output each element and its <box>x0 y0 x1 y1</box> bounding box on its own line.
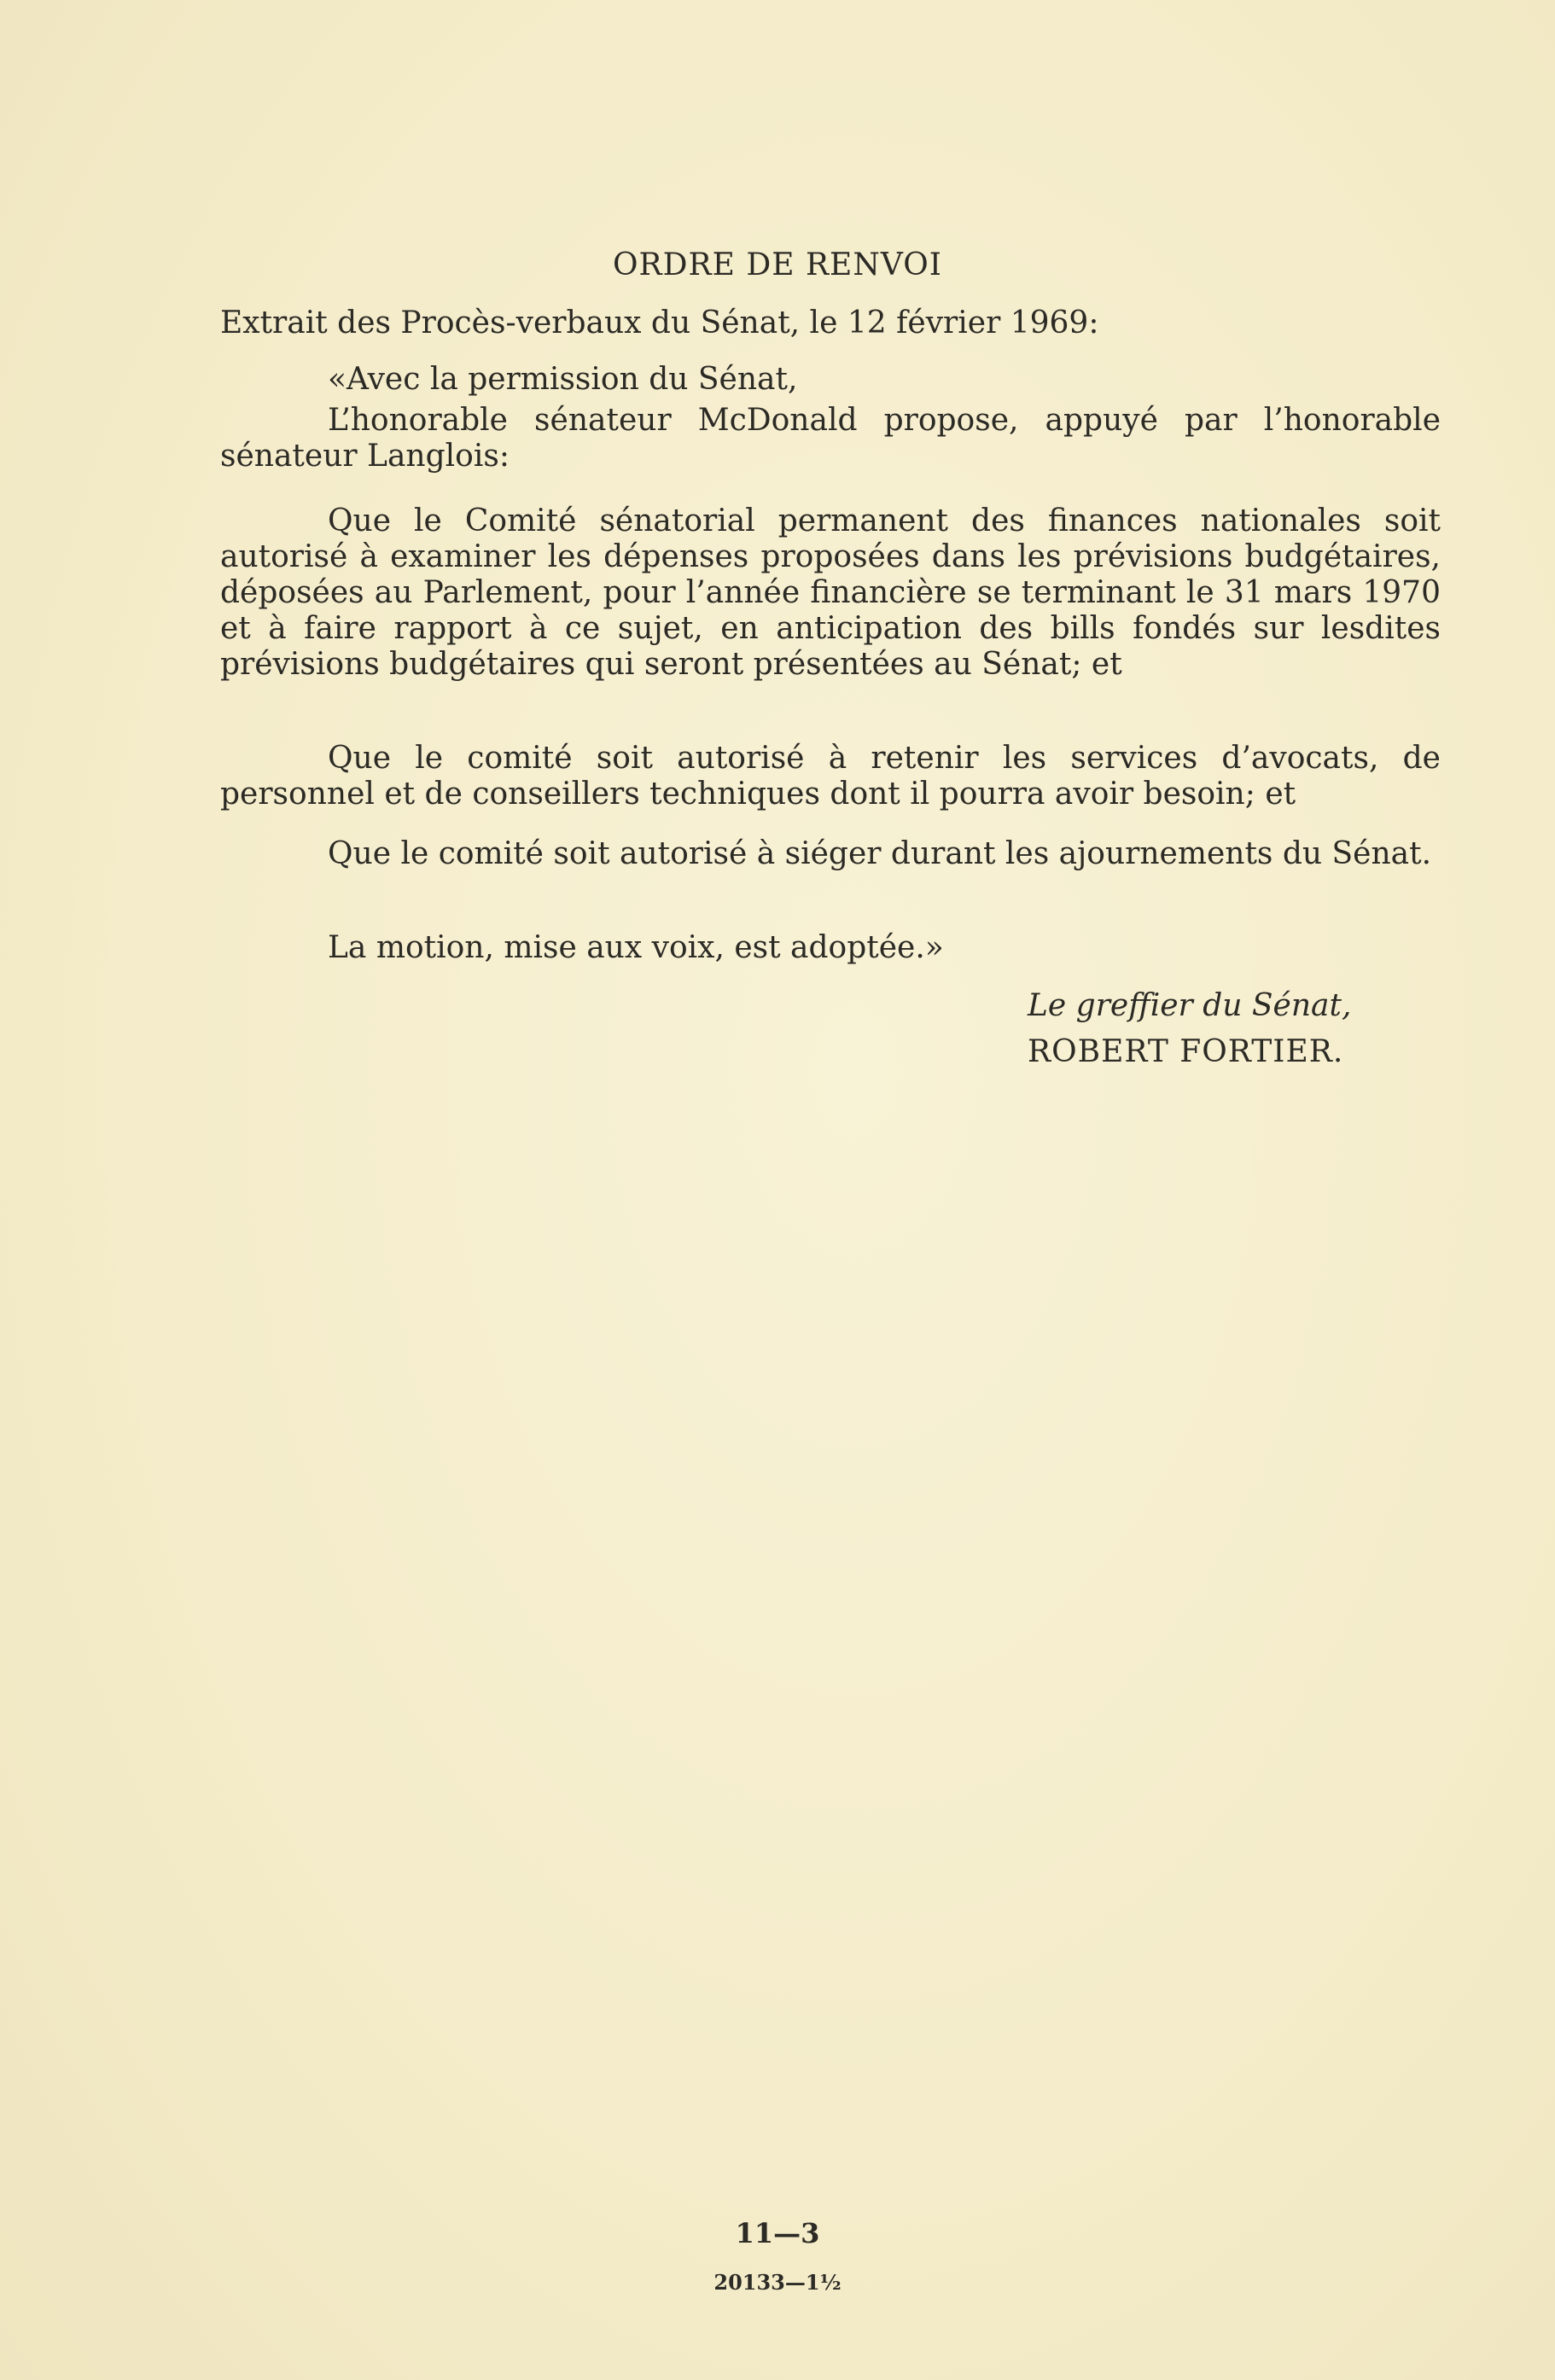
paragraph-text: Que le comité soit autorisé à retenir les services d’avocats, de personnel et de conseillers techniques dont il pourra avoir besoin; et <box>220 741 1441 812</box>
paragraph-text: «Avec la permission du Sénat, <box>328 362 798 397</box>
paragraph-permission <box>220 362 1441 398</box>
paragraph-services <box>220 741 1441 812</box>
paragraph-adopted <box>220 930 1441 966</box>
signature-title: Le greffier du Sénat, <box>1028 988 1352 1023</box>
paragraph-text: L’honorable sénateur McDonald propose, appuyé par l’honorable sénateur Langlois: <box>220 403 1441 474</box>
paragraph-motion <box>220 403 1441 474</box>
paragraph-sittings <box>220 836 1441 872</box>
intro-line: Extrait des Procès-verbaux du Sénat, le 12 février 1969: <box>220 306 1099 340</box>
paragraph-text: Que le Comité sénatorial permanent des finances nationales soit autorisé à examiner les dépenses proposées dans les prévisions budgétaires, déposées au Parlement, pour l’année financière se terminant le 31 mars 1970 et à faire rapport à ce sujet, en anticipation des bills fondés sur lesdites prévisions budgétaires qui seront présentées au Sénat; et <box>220 503 1441 682</box>
paragraph-text: La motion, mise aux voix, est adoptée.» <box>328 930 944 965</box>
paragraph-text: Que le comité soit autorisé à siéger durant les ajournements du Sénat. <box>328 836 1432 871</box>
page-folio: 11—3 <box>735 2217 820 2249</box>
signature-name: ROBERT FORTIER. <box>1028 1034 1344 1069</box>
print-code: 20133—1½ <box>713 2270 842 2295</box>
paragraph-mandate <box>220 503 1441 683</box>
document-title: ORDRE DE RENVOI <box>613 247 942 282</box>
